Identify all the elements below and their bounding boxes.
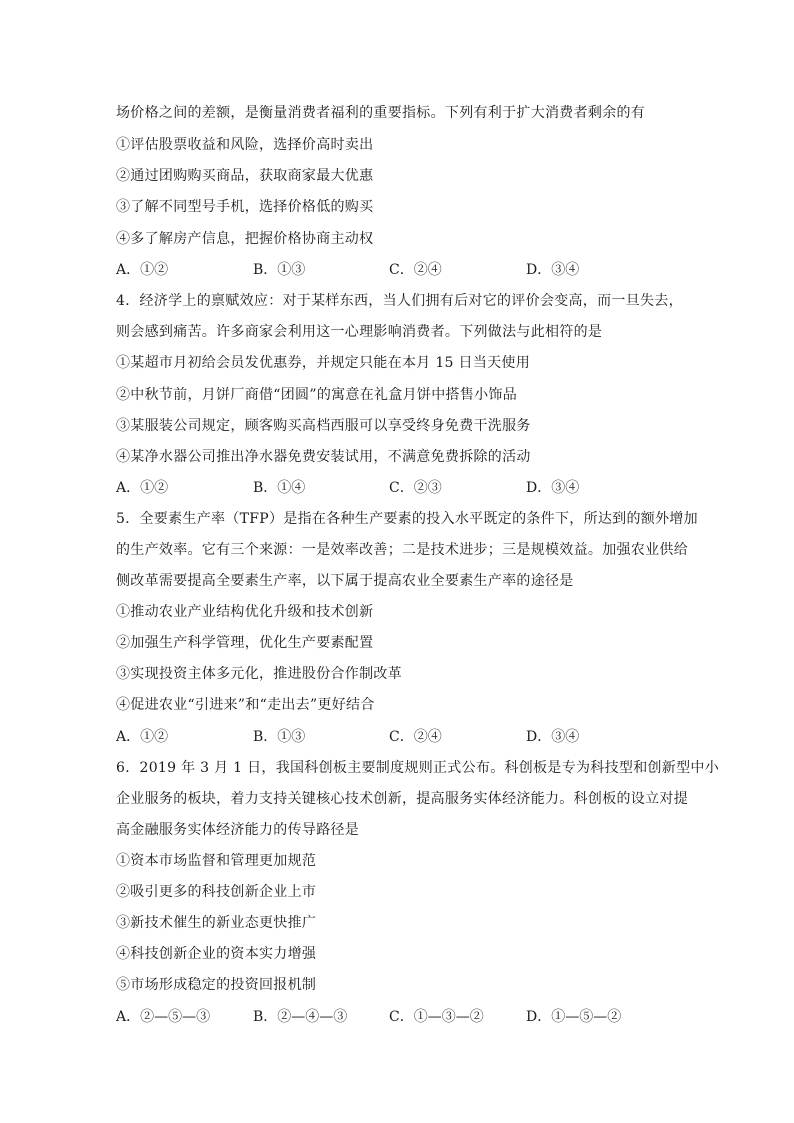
q3-option-c: C．②④ <box>389 262 442 278</box>
q4-option-a: A．①② <box>116 480 169 496</box>
q6-stem-line: 6．2019 年 3 月 1 日，我国科创板主要制度规则正式公布。科创板是专为科技型和创新型中小 <box>116 760 719 776</box>
q4-item-3: ③某服装公司规定，顾客购买高档西服可以享受终身免费干洗服务 <box>116 418 531 434</box>
q4-options <box>116 478 716 498</box>
q6-item-4: ④科技创新企业的资本实力增强 <box>116 946 317 962</box>
q3-option-a: A．①② <box>116 262 169 278</box>
q6-option-a: A．②—⑤—③ <box>116 1009 211 1025</box>
q5-option-c: C．②④ <box>389 729 442 745</box>
q4-item-1: ①某超市月初给会员发优惠券，并规定只能在本月 15 日当天使用 <box>116 355 531 371</box>
q3-stem-line: 场价格之间的差额，是衡量消费者福利的重要指标。下列有利于扩大消费者剩余的有 <box>116 105 646 121</box>
q6-item-1: ①资本市场监督和管理更加规范 <box>116 853 317 869</box>
q4-stem-line: 4．经济学上的禀赋效应：对于某样东西，当人们拥有后对它的评价会变高，而一旦失去， <box>116 293 683 309</box>
q4-option-c: C．②③ <box>389 480 442 496</box>
q5-stem-line: 的生产效率。它有三个来源：一是效率改善；二是技术进步；三是规模效益。加强农业供给 <box>116 542 688 558</box>
q4-option-b: B．①④ <box>253 480 306 496</box>
q4-item-4: ④某净水器公司推出净水器免费安装试用，不满意免费拆除的活动 <box>116 449 531 465</box>
q3-options <box>116 260 716 280</box>
q6-option-c: C．①—③—② <box>389 1009 484 1025</box>
q6-option-b: B．②—④—③ <box>253 1009 348 1025</box>
q5-stem-line: 侧改革需要提高全要素生产率，以下属于提高农业全要素生产率的途径是 <box>116 573 574 589</box>
q4-item-2: ②中秋节前，月饼厂商借“团圆”的寓意在礼盒月饼中搭售小饰品 <box>116 387 518 403</box>
q6-options <box>116 1007 716 1027</box>
q5-option-a: A．①② <box>116 729 169 745</box>
q3-item-2: ②通过团购购买商品，获取商家最大优惠 <box>116 168 374 184</box>
q6-option-d: D．①—⑤—② <box>526 1009 622 1025</box>
q3-item-3: ③了解不同型号手机，选择价格低的购买 <box>116 199 374 215</box>
q5-item-3: ③实现投资主体多元化，推进股份合作制改革 <box>116 666 402 682</box>
q6-item-2: ②吸引更多的科技创新企业上市 <box>116 884 317 900</box>
q5-option-b: B．①③ <box>253 729 306 745</box>
q6-stem-line: 企业服务的板块，着力支持关键核心技术创新，提高服务实体经济能力。科创板的设立对提 <box>116 791 688 807</box>
q5-item-2: ②加强生产科学管理，优化生产要素配置 <box>116 635 374 651</box>
q6-item-5: ⑤市场形成稳定的投资回报机制 <box>116 977 317 993</box>
q6-stem-line: 高金融服务实体经济能力的传导路径是 <box>116 822 360 838</box>
q5-item-1: ①推动农业产业结构优化升级和技术创新 <box>116 604 374 620</box>
q6-item-3: ③新技术催生的新业态更快推广 <box>116 915 317 931</box>
q5-stem-line: 5．全要素生产率（TFP）是指在各种生产要素的投入水平既定的条件下，所达到的额外增加 <box>116 511 698 527</box>
q5-item-4: ④促进农业“引进来”和“走出去”更好结合 <box>116 697 375 713</box>
q3-item-4: ④多了解房产信息，把握价格协商主动权 <box>116 231 374 247</box>
q3-item-1: ①评估股票收益和风险，选择价高时卖出 <box>116 137 374 153</box>
q3-option-d: D．③④ <box>526 262 580 278</box>
q4-stem-line: 则会感到痛苦。许多商家会利用这一心理影响消费者。下列做法与此相符的是 <box>116 324 603 340</box>
q4-option-d: D．③④ <box>526 480 580 496</box>
q3-option-b: B．①③ <box>253 262 306 278</box>
q5-options <box>116 727 716 747</box>
q5-option-d: D．③④ <box>526 729 580 745</box>
